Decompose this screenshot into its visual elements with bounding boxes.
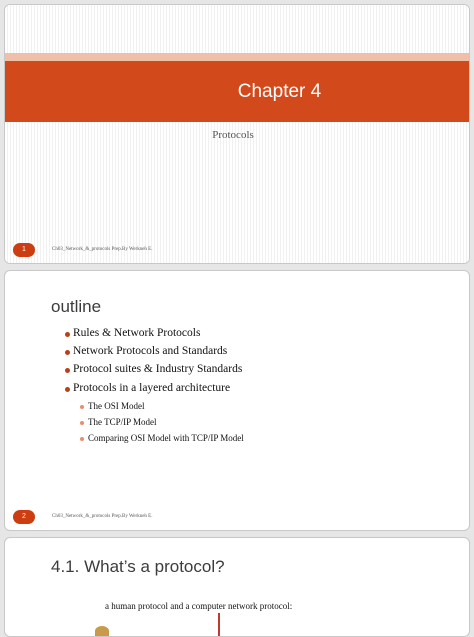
list-item: Protocol suites & Industry Standards: [73, 363, 243, 375]
title-band: [5, 61, 469, 122]
sub-list-item: The OSI Model: [88, 401, 145, 411]
slide-number-badge: 2: [13, 510, 35, 524]
slide-2: [4, 270, 470, 531]
list-item: Rules & Network Protocols: [73, 327, 201, 339]
slide-heading: outline: [51, 297, 102, 316]
slide-1-accent-strip: [5, 53, 469, 61]
divider-line: [218, 613, 220, 637]
slide-footer: Ch03_Network_&_protocols Prep.By Werkneh E.: [52, 247, 153, 252]
slide-subtitle: Protocols: [212, 129, 254, 141]
sub-list-item: The TCP/IP Model: [88, 417, 157, 427]
list-item: Network Protocols and Standards: [73, 345, 228, 357]
slide-footer: Ch03_Network_&_protocols Prep.By Werkneh E.: [52, 514, 153, 519]
slide-title: Chapter 4: [237, 80, 322, 102]
slide-body-text: a human protocol and a computer network protocol:: [105, 601, 293, 611]
slide-1-top-panel: [5, 5, 469, 55]
sub-list-item: Comparing OSI Model with TCP/IP Model: [88, 433, 244, 443]
slide-1: [4, 4, 470, 264]
list-item: Protocols in a layered architecture: [73, 382, 231, 394]
slide-1-bottom-panel: [5, 122, 469, 263]
slide-heading: 4.1. What’s a protocol?: [51, 557, 225, 576]
slide-3: [4, 537, 470, 637]
person-figure-icon: [95, 626, 109, 636]
slide-subtitle-wrap: [5, 129, 469, 141]
slide-number-badge: 1: [13, 243, 35, 257]
